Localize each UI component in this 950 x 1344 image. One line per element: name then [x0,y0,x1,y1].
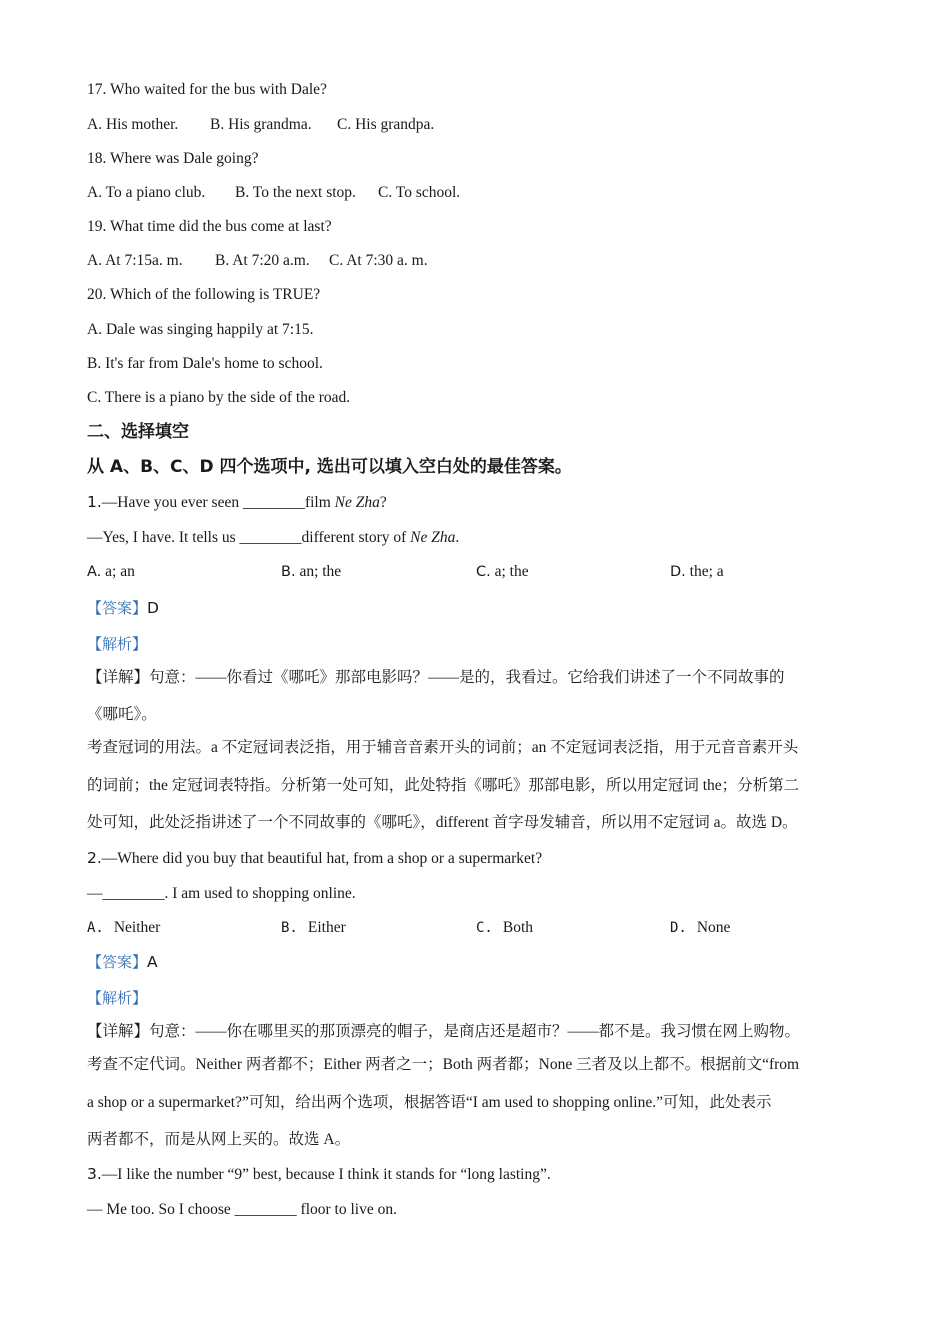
question-20-option-b: B. It's far from Dale's home to school. [87,355,323,372]
q2-line1-text: —Where did you buy that beautiful hat, from a shop or a supermarket? [101,850,543,867]
answer-value: A [147,953,158,971]
q2-option-c [476,918,533,938]
option-key: B. [281,564,296,580]
q1-answer [87,598,159,619]
option-key: A. [87,564,102,580]
option: A. To a piano club. [87,184,206,201]
q1-line2 [87,528,459,548]
question-18: 18. Where was Dale going? [87,150,259,167]
option-text: Either [307,919,346,936]
q1-line1-text: —Have you ever seen ________film [101,494,335,511]
q3-line1 [87,1164,551,1185]
q3-line1-text: —I like the number “9” best, because I think it stands for “long lasting”. [101,1166,551,1183]
analysis-tag: 【解析】 [87,989,148,1007]
q1-explanation-line: 处可知，此处泛指讲述了一个不同故事的《哪吒》，different 首字母发辅音，所以用不定冠词 a。故选 D。 [87,814,798,831]
section-heading: 二、选择填空 [87,422,189,442]
option: A. His mother. [87,116,179,133]
q1-film-title: Ne Zha [410,529,456,546]
option-text: Both [502,919,534,936]
option-key: C. [476,564,491,580]
option: A. At 7:15a. m. [87,252,183,269]
q2-option-d [670,918,730,938]
q1-explanation-line: 的词前；the 定冠词表特指。分析第一处可知，此处特指《哪吒》那部电影，所以用定冠词 the；分析第二 [87,777,800,794]
q1-number: 1. [87,493,102,511]
q2-option-b [281,918,346,938]
q1-line2-end: . [455,529,460,546]
q1-option-c [476,562,529,582]
option: B. His grandma. [210,116,312,133]
q1-film-title: Ne Zha [334,494,380,511]
option-key: D. [670,564,686,580]
option: B. To the next stop. [235,184,356,201]
option-key: C. [476,920,493,936]
q2-explanation-line: 【详解】句意：——你在哪里买的那顶漂亮的帽子，是商店还是超市？——都不是。我习惯在网上购物。 [87,1023,801,1040]
q2-answer [87,952,158,973]
q1-line1-end: ? [379,494,387,511]
option-text: None [696,919,731,936]
q1-line1 [87,492,387,513]
answer-value: D [147,599,159,617]
option-text: a; the [494,563,529,580]
q2-explanation-line: 两者都不，而是从网上买的。故选 A。 [87,1131,351,1148]
q1-line2-text: —Yes, I have. It tells us ________different story of [87,529,411,546]
q1-explanation-line: 【详解】句意：——你看过《哪吒》那部电影吗？——是的，我看过。它给我们讲述了一个不同故事的 [87,669,785,686]
option: C. At 7:30 a. m. [329,252,428,269]
question-20-option-c: C. There is a piano by the side of the road. [87,389,351,406]
option-text: an; the [299,563,342,580]
question-19: 19. What time did the bus come at last? [87,218,332,235]
q2-explanation-line: 考查不定代词。Neither 两者都不；Either 两者之一；Both 两者都；None 三者及以上都不。根据前文“from [87,1056,800,1073]
answer-tag: 【答案】 [87,953,148,971]
section-instruction: 从 A、B、C、D 四个选项中, 选出可以填入空白处的最佳答案。 [87,457,572,477]
answer-tag: 【答案】 [87,599,148,617]
option-key: A. [87,920,104,936]
q2-option-a [87,918,160,938]
option-text: Neither [113,919,161,936]
q2-number: 2. [87,849,102,867]
q2-line2: —________. I am used to shopping online. [87,885,356,902]
q3-number: 3. [87,1165,102,1183]
q1-explanation-line: 《哪吒》。 [87,706,157,723]
q3-line2: — Me too. So I choose ________ floor to live on. [87,1201,397,1218]
option-key: B. [281,920,298,936]
question-20-option-a: A. Dale was singing happily at 7:15. [87,321,314,338]
q1-option-d [670,562,724,582]
q2-line1 [87,848,542,869]
q1-explanation-line: 考查冠词的用法。a 不定冠词表泛指，用于辅音音素开头的词前；an 不定冠词表泛指，用于元音音素开头 [87,739,799,756]
analysis-tag: 【解析】 [87,635,148,653]
option-key: D. [670,920,687,936]
q1-option-a [87,562,135,582]
option: C. His grandpa. [337,116,435,133]
q2-analysis-tag [87,988,147,1009]
question-20: 20. Which of the following is TRUE? [87,286,321,303]
option: B. At 7:20 a.m. [215,252,310,269]
option-text: the; a [689,563,724,580]
q2-explanation-line: a shop or a supermarket?”可知，给出两个选项，根据答语“I am used to shopping online.”可知，此处表示 [87,1094,772,1111]
option: C. To school. [378,184,461,201]
q1-option-b [281,562,341,582]
option-text: a; an [105,563,135,580]
question-17: 17. Who waited for the bus with Dale? [87,81,327,98]
q1-analysis-tag [87,634,147,655]
